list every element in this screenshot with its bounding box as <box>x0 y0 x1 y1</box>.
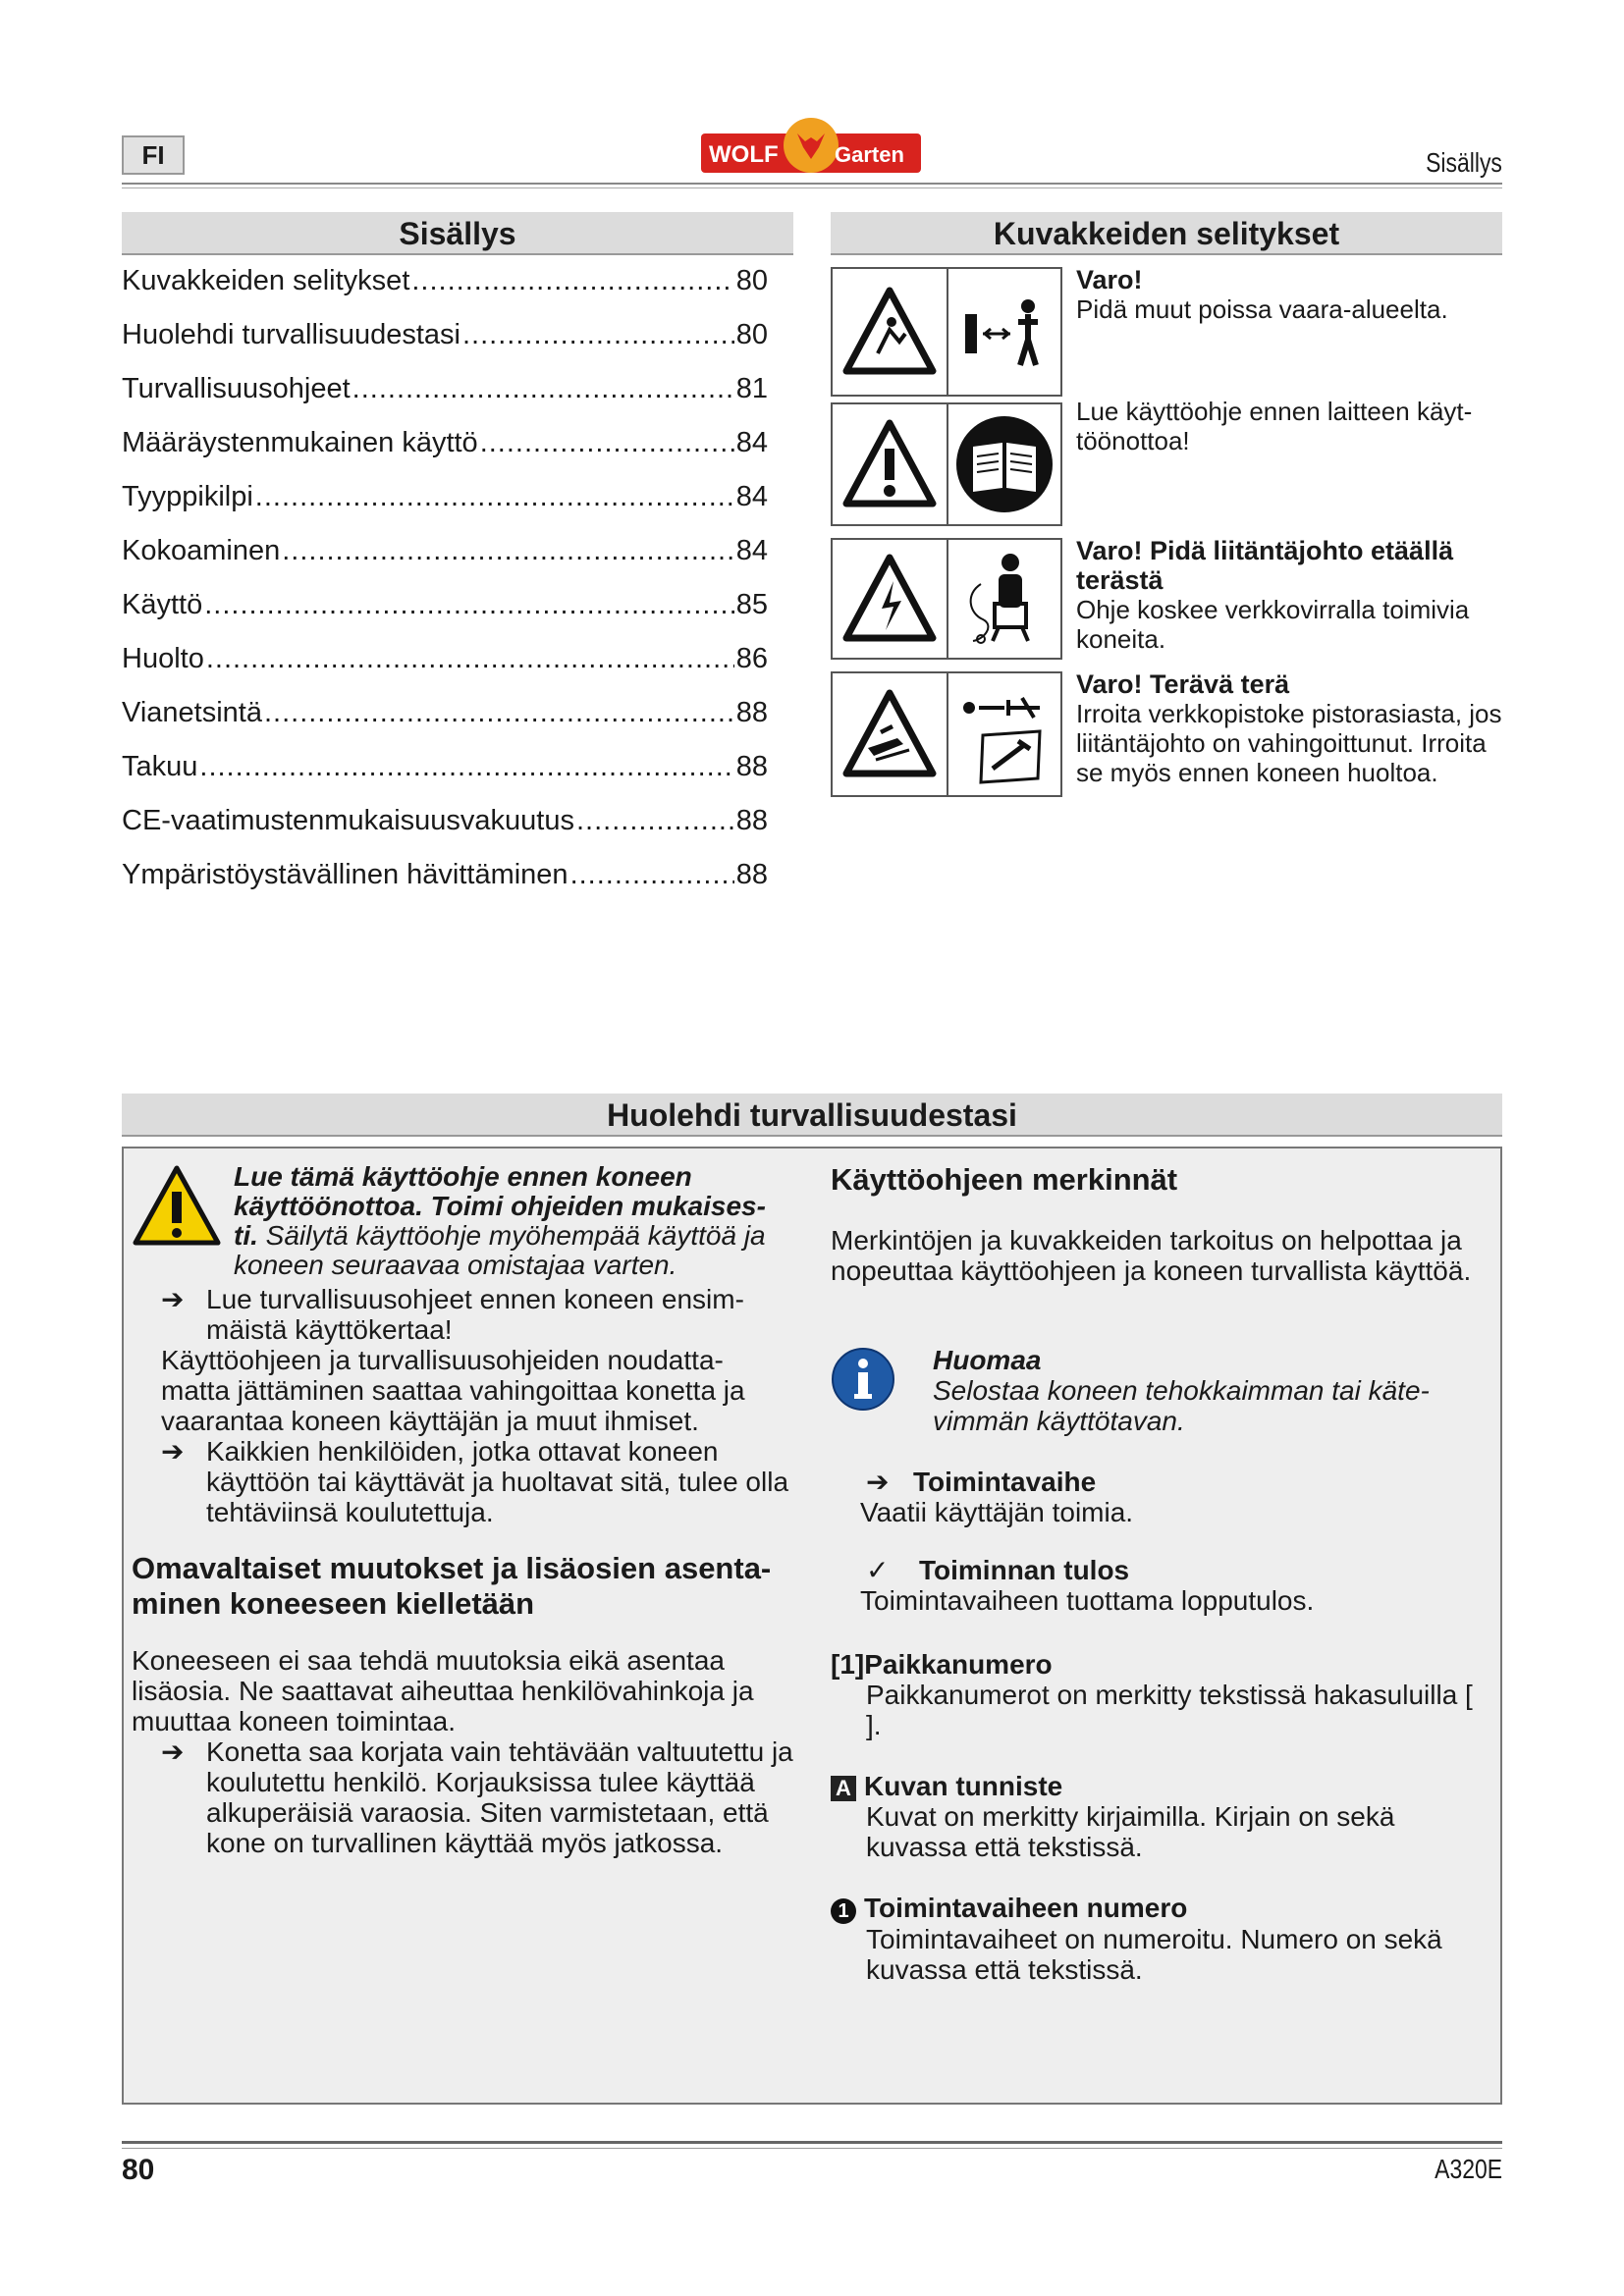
table-of-contents <box>122 265 768 913</box>
position-title: [1]Paikkanumero <box>831 1649 1053 1680</box>
note-text: Selostaa koneen tehokkaimman tai käte-vimmän käyttötavan. <box>933 1375 1430 1436</box>
toc-item[interactable]: Käyttö ..... 85 <box>122 589 768 643</box>
modifications-heading: Omavaltaiset muutokset ja lisäosien asenta-minen koneeseen kielletään <box>132 1551 772 1621</box>
warning-text: Lue tämä käyttöohje ennen koneen käyttöönottoa. Toimi ohjeiden mukaises-ti. Säilytä käyttöohje myöhempää käyttöä ja koneen seuraavaa omistajaa varten. <box>234 1161 766 1280</box>
paragraph-noncompliance: Käyttöohjeen ja turvallisuusohjeiden noudatta-matta jättäminen saattaa vahingoittaa konetta ja vaarantaa koneen käyttäjän ja muut ihmiset. <box>161 1345 745 1436</box>
toc-item[interactable]: Määräystenmukainen käyttö ..... 84 <box>122 427 768 481</box>
step-text: Vaatii käyttäjän toimia. <box>860 1497 1134 1527</box>
toc-item[interactable]: CE-vaatimustenmukaisuusvakuutus ..... 88 <box>122 805 768 859</box>
model-name: A320E <box>1435 2154 1502 2184</box>
arrow-icon: ➔ <box>161 1736 185 1767</box>
electric-hazard-icon <box>833 540 948 658</box>
page-number: 80 <box>122 2154 155 2186</box>
unplug-maintenance-icon <box>948 673 1060 795</box>
toc-item[interactable]: Huolto ..... 86 <box>122 643 768 697</box>
toc-title: Sisällys <box>122 212 793 255</box>
safety-title: Huolehdi turvallisuudestasi <box>122 1094 1502 1137</box>
info-icon <box>831 1347 895 1412</box>
header-rule-thin <box>122 187 1502 188</box>
note-title: Huomaa <box>933 1345 1042 1375</box>
toc-item[interactable]: Vianetsintä ..... 88 <box>122 697 768 751</box>
header-rule <box>122 183 1502 185</box>
toc-item[interactable]: Takuu ..... 88 <box>122 751 768 805</box>
symbol-row-read-manual <box>831 402 1062 526</box>
footer-rule-thin <box>122 2148 1502 2149</box>
symbols-title: Kuvakkeiden selitykset <box>831 212 1502 255</box>
markings-heading: Käyttöohjeen merkinnät <box>831 1162 1178 1197</box>
step-number-badge: 1 <box>831 1898 856 1924</box>
symbol-row-keep-away <box>831 267 1062 397</box>
symbol-row-cable <box>831 538 1062 660</box>
symbol-text-3: Varo! Pidä liitäntäjohto etäällä terästä Ohje koskee verkkovirralla toimivia koneita. <box>1076 536 1470 654</box>
number-title: 1 Toimintavaiheen numero <box>831 1893 1489 1924</box>
position-block <box>831 1649 1489 1740</box>
arrow-icon: ➔ <box>866 1467 890 1497</box>
step-title: ➔ Toimintavaihe <box>866 1467 1097 1497</box>
svg-text:Garten: Garten <box>835 142 904 167</box>
wolf-garten-logo <box>701 116 921 179</box>
bullet-training: ➔ Kaikkien henkilöiden, jotka ottavat koneen käyttöön tai käyttävät ja huoltavat sitä, tulee olla tehtäviinsä koulutettuja. <box>161 1436 789 1527</box>
operator-cable-icon <box>948 540 1060 658</box>
arrow-icon: ➔ <box>161 1436 185 1467</box>
read-manual-icon <box>948 404 1060 524</box>
result-title: ✓ Toiminnan tulos <box>866 1555 1130 1585</box>
toc-item[interactable]: Kuvakkeiden selitykset ..... 80 <box>122 265 768 319</box>
figure-text: Kuvat on merkitty kirjaimilla. Kirjain on sekä kuvassa että tekstissä. <box>866 1801 1395 1862</box>
modifications-body <box>132 1645 799 1858</box>
language-badge: FI <box>122 135 185 175</box>
checkmark-icon: ✓ <box>866 1555 890 1585</box>
symbol-text-1: Varo! Pidä muut poissa vaara-alueelta. <box>1076 265 1448 324</box>
footer-rule <box>122 2141 1502 2144</box>
warning-triangle-icon <box>833 269 948 395</box>
arrow-icon: ➔ <box>161 1284 185 1314</box>
figure-block <box>831 1771 1489 1862</box>
symbol-text-2: Lue käyttöohje ennen laitteen käyt-töönottoa! <box>1076 397 1473 455</box>
left-body <box>161 1284 789 1527</box>
header-section-title: Sisällys <box>1426 147 1502 178</box>
toc-item[interactable]: Ympäristöystävällinen hävittäminen ..... 88 <box>122 859 768 913</box>
toc-item[interactable]: Turvallisuusohjeet ..... 81 <box>122 373 768 427</box>
warning-triangle-icon <box>833 404 948 524</box>
markings-intro: Merkintöjen ja kuvakkeiden tarkoitus on helpottaa ja nopeuttaa käyttöohjeen ja koneen turvallista käyttöä. <box>831 1225 1472 1286</box>
bullet-repairs: ➔ Konetta saa korjata vain tehtävään valtuutettu ja koulutettu henkilö. Korjauksissa tulee käyttää alkuperäisiä varaosia. Siten varmistetaan, että kone on turvallinen käyttää myös jatkossa. <box>161 1736 793 1858</box>
step-block <box>860 1467 1489 1527</box>
toc-item[interactable]: Tyyppikilpi ..... 84 <box>122 481 768 535</box>
sharp-blade-icon <box>833 673 948 795</box>
svg-text:WOLF: WOLF <box>709 141 779 168</box>
note-block <box>933 1345 1483 1436</box>
warning-triangle-icon <box>132 1164 222 1247</box>
figure-letter-badge: A <box>831 1776 856 1801</box>
toc-item[interactable]: Kokoaminen ..... 84 <box>122 535 768 589</box>
number-text: Toimintavaiheet on numeroitu. Numero on sekä kuvassa että tekstissä. <box>866 1924 1442 1985</box>
paragraph-modifications: Koneeseen ei saa tehdä muutoksia eikä asentaa lisäosia. Ne saattavat aiheuttaa henkilövahinkoja ja muuttaa koneen toimintaa. <box>132 1645 754 1736</box>
bullet-read-safety: ➔ Lue turvallisuusohjeet ennen koneen ensim-mäistä käyttökertaa! <box>161 1284 744 1345</box>
keep-distance-icon <box>948 269 1060 395</box>
number-block <box>831 1893 1489 1985</box>
toc-item[interactable]: Huolehdi turvallisuudestasi ..... 80 <box>122 319 768 373</box>
position-text: Paikkanumerot on merkitty tekstissä hakasuluilla [ ]. <box>866 1680 1473 1740</box>
result-text: Toimintavaiheen tuottama lopputulos. <box>860 1585 1315 1616</box>
symbol-row-blade <box>831 671 1062 797</box>
figure-title: A Kuvan tunniste <box>831 1771 1489 1801</box>
symbol-text-4: Varo! Terävä terä Irroita verkkopistoke pistorasiasta, jos liitäntäjohto on vahingoittunut. Irroita se myös ennen koneen huoltoa. <box>1076 669 1502 787</box>
result-block <box>860 1555 1489 1616</box>
